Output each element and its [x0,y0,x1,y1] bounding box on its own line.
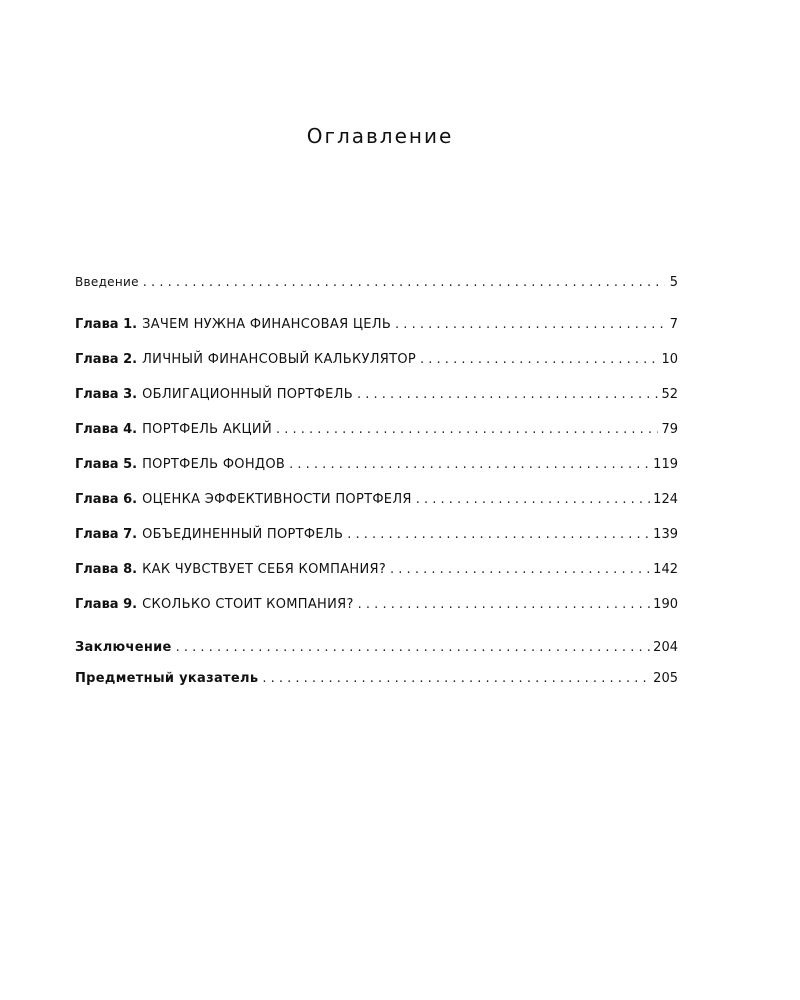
toc-entry-title: ОЦЕНКА ЭФФЕКТИВНОСТИ ПОРТФЕЛЯ [142,492,412,507]
page-title: Оглавление [306,124,454,148]
toc-entry-chapter-4[interactable] [75,421,678,439]
toc-entry-page: 205 [653,671,678,686]
dot-leader [143,274,665,292]
toc-entry-title: ЗАЧЕМ НУЖНА ФИНАНСОВАЯ ЦЕЛЬ [142,317,392,332]
toc-entry-chapter-9[interactable] [75,596,678,614]
dot-leader [176,639,651,657]
chapter-prefix: Глава 5. [75,457,138,472]
toc-entry-intro[interactable] [75,273,678,292]
dot-leader [357,386,658,404]
toc-entry-chapter-5[interactable] [75,456,678,474]
toc-entry-title: ПОРТФЕЛЬ ФОНДОВ [142,457,286,472]
chapter-prefix: Глава 9. [75,597,138,612]
toc-entry-title: Заключение [75,640,172,655]
toc-entry-title: ОБЪЕДИНЕННЫЙ ПОРТФЕЛЬ [142,527,344,542]
toc-entry-page: 79 [661,422,678,437]
toc-entry-page: 204 [653,640,678,655]
chapter-prefix: Глава 4. [75,422,138,437]
dot-leader [347,526,650,544]
chapter-prefix: Глава 3. [75,387,138,402]
toc-entry-index[interactable] [75,670,678,688]
toc-entry-page: 142 [653,562,678,577]
toc-entry-page: 139 [653,527,678,542]
dot-leader [262,670,650,688]
toc-entry-chapter-8[interactable] [75,561,678,579]
toc-entry-page: 5 [669,275,678,290]
dot-leader [358,596,651,614]
toc-entry-chapter-1[interactable] [75,316,678,334]
toc-entry-chapter-3[interactable] [75,386,678,404]
toc-entry-page: 190 [653,597,678,612]
chapter-prefix: Глава 2. [75,352,138,367]
toc-entry-page: 52 [661,387,678,402]
toc-entry-title: Предметный указатель [75,671,259,686]
toc-entry-title: СКОЛЬКО СТОИТ КОМПАНИЯ? [142,597,354,612]
chapter-prefix: Глава 6. [75,492,138,507]
toc-entry-title: ПОРТФЕЛЬ АКЦИЙ [142,422,272,437]
toc-entry-page: 10 [661,352,678,367]
toc-entry-chapter-2[interactable] [75,351,678,369]
toc-entry-chapter-7[interactable] [75,526,678,544]
chapter-prefix: Глава 1. [75,317,138,332]
toc-entry-title: ОБЛИГАЦИОННЫЙ ПОРТФЕЛЬ [142,387,353,402]
dot-leader [276,421,658,439]
dot-leader [390,561,650,579]
toc-entry-title: Введение [75,275,139,289]
toc-entry-page: 124 [653,492,678,507]
toc-entry-page: 7 [669,317,678,332]
toc-entry-title: ЛИЧНЫЙ ФИНАНСОВЫЙ КАЛЬКУЛЯТОР [142,352,417,367]
toc-entry-chapter-6[interactable] [75,491,678,509]
dot-leader [289,456,650,474]
chapter-prefix: Глава 7. [75,527,138,542]
dot-leader [420,351,658,369]
toc-entry-page: 119 [653,457,678,472]
toc-entry-conclusion[interactable] [75,639,678,657]
chapter-prefix: Глава 8. [75,562,138,577]
dot-leader [416,491,650,509]
toc-entry-title: КАК ЧУВСТВУЕТ СЕБЯ КОМПАНИЯ? [142,562,387,577]
dot-leader [395,316,665,334]
